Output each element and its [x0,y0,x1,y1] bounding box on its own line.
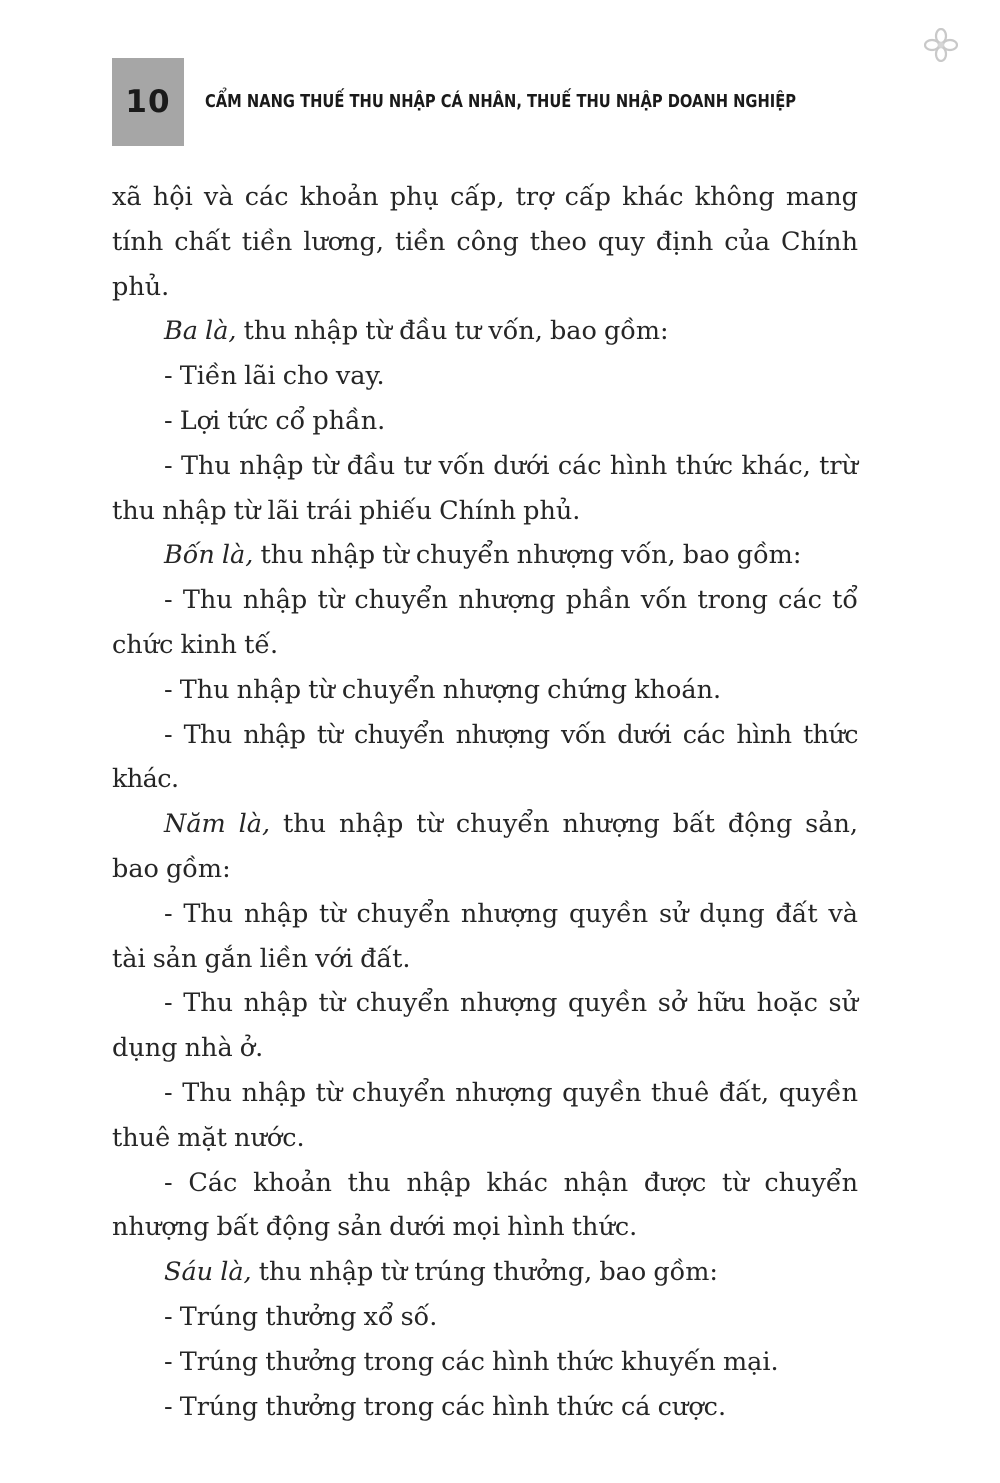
list-item [112,1071,858,1161]
list-item [112,1161,858,1251]
section-intro [112,533,858,578]
list-item-text: - Lợi tức cổ phần. [164,405,386,436]
list-item [112,1385,858,1430]
list-item-text: - Tiền lãi cho vay. [164,361,385,392]
list-item-text: - Thu nhập từ chuyển nhượng quyền sở hữu hoặc sử dụng nhà ở. [112,988,858,1064]
section-lead: Năm là, [164,809,271,840]
list-item-text: - Thu nhập từ đầu tư vốn dưới các hình thức khác, trừ thu nhập từ lãi trái phiếu Chính phủ. [112,450,858,526]
list-item [112,1295,858,1340]
paragraph-text: thu nhập từ chuyển nhượng bất động sản, bao gồm: [112,809,858,884]
list-item-text: - Trúng thưởng trong các hình thức cá cược. [164,1391,727,1422]
paragraph [112,175,858,309]
list-item [112,399,858,444]
list-item-text: - Thu nhập từ chuyển nhượng vốn dưới các hình thức khác. [112,719,858,795]
paragraph-text: thu nhập từ đầu tư vốn, bao gồm: [236,316,669,347]
list-item [112,892,858,982]
list-item [112,444,858,534]
list-item-text: - Các khoản thu nhập khác nhận được từ chuyển nhượng bất động sản dưới mọi hình thức. [112,1167,858,1243]
page-number: 10 [125,84,171,120]
list-item-text: - Trúng thưởng trong các hình thức khuyến mại. [164,1346,779,1377]
paragraph-text: thu nhập từ trúng thưởng, bao gồm: [251,1257,719,1288]
list-item-text: - Thu nhập từ chuyển nhượng chứng khoán. [164,674,722,705]
list-item [112,668,858,713]
body-text [112,175,858,1429]
running-head-title: CẨM NANG THUẾ THU NHẬP CÁ NHÂN, THUẾ THU NHẬP DOANH NGHIỆP [205,92,797,112]
list-item-text: - Thu nhập từ chuyển nhượng phần vốn trong các tổ chức kinh tế. [112,585,858,660]
paragraph-text: xã hội và các khoản phụ cấp, trợ cấp khác không mang tính chất tiền lương, tiền công theo quy định của Chính phủ. [112,182,858,302]
section-lead: Ba là, [164,316,237,347]
list-item [112,1340,858,1385]
list-item [112,578,858,668]
section-intro [112,802,858,892]
list-item [112,354,858,399]
page-number-box [112,58,184,146]
paragraph-text: thu nhập từ chuyển nhượng vốn, bao gồm: [253,540,802,571]
list-item-text: - Thu nhập từ chuyển nhượng quyền thuê đất, quyền thuê mặt nước. [112,1077,858,1153]
list-item [112,981,858,1071]
section-intro [112,309,858,354]
list-item [112,713,858,803]
section-lead: Sáu là, [164,1257,252,1288]
section-intro [112,1250,858,1295]
list-item-text: - Thu nhập từ chuyển nhượng quyền sử dụng đất và tài sản gắn liền với đất. [112,898,858,974]
list-item-text: - Trúng thưởng xổ số. [164,1301,438,1332]
section-lead: Bốn là, [164,540,254,571]
flower-icon [924,28,958,62]
